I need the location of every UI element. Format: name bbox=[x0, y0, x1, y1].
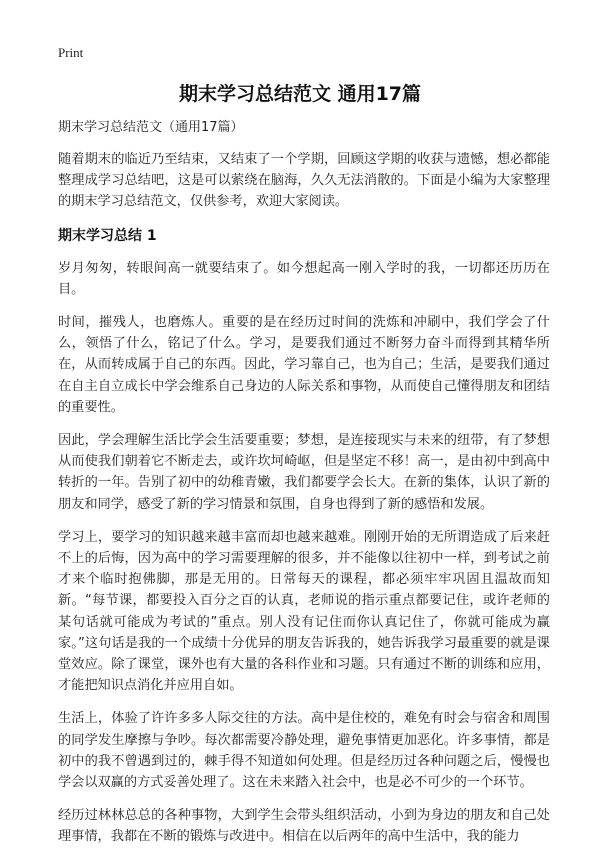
section-heading-1: 期末学习总结 1 bbox=[58, 227, 157, 244]
body-paragraph-1: 岁月匆匆，转眼间高一就要结束了。如今想起高一刚入学时的我，一切都还历历在目。 bbox=[58, 260, 550, 297]
print-link[interactable]: Print bbox=[58, 45, 84, 60]
document-title: 期末学习总结范文 通用17篇 bbox=[178, 83, 422, 105]
intro-paragraph: 随着期末的临近乃至结束，又结束了一个学期，回顾这学期的收获与遗憾，想必都能整理成学习总结吧，这是可以萦绕在脑海，久久无法消散的。下面是小编为大家整理的期末学习总结范文，仅供参考，欢迎大家阅读。 bbox=[58, 152, 550, 210]
body-paragraph-4: 学习上，要学习的知识越来越丰富而却也越来越难。刚刚开始的无所谓造成了后来赶不上的后悔，因为高中的学习需要理解的很多，并不能像以往初中一样，到考试之前才来个临时抱佛脚，那是无用的。日常每天的课程，都必须牢牢巩固且温故而知新。“每节课，都要投入百分之百的认真，老师说的指示重点都要记住，或许老师的某句话就可能成为考试的”重点。别人没有记住而你认真记住了，你就可能成为赢家。”这句话是我的一个成绩十分优异的朋友告诉我的，她告诉我学习最重要的就是课堂效应。除了课堂，课外也有大量的各科作业和习题。只有通过不断的训练和应用，才能把知识点消化并应用自如。 bbox=[58, 529, 550, 694]
body-paragraph-2: 时间，摧残人，也磨炼人。重要的是在经历过时间的洗炼和冲刷中，我们学会了什么，领悟了什么，铭记了什么。学习，是要我们通过不断努力奋斗而得到其精华所在，从而转成属于自己的东西。因此，学习靠自己，也为自己；生活，是要我们通过在自主自立成长中学会维系自己身边的人际关系和事物，从而使自己懂得朋友和团结的重要性。 bbox=[58, 315, 550, 415]
body-paragraph-3: 因此，学会理解生活比学会生活要重要；梦想，是连接现实与未来的纽带，有了梦想从而使我们朝着它不断走去，或许坎坷崎岖，但是坚定不移！高一，是由初中到高中转折的一年。告别了初中的幼稚青嫩，我们都要学会长大。在新的集体，认识了新的朋友和同学，感受了新的学习情景和氛围，自身也得到了新的感悟和发展。 bbox=[58, 433, 550, 512]
document-subtitle: 期末学习总结范文（通用17篇） bbox=[58, 120, 244, 135]
body-paragraph-6: 经历过林林总总的各种事物，大到学生会带头组织活动，小到为身边的朋友和自己处理事情，我都在不断的锻炼与改进中。相信在以后两年的高中生活中，我的能力 bbox=[58, 808, 550, 845]
document-body bbox=[58, 118, 550, 860]
body-paragraph-5: 生活上，体验了许许多多人际交往的方法。高中是住校的，难免有时会与宿舍和周围的同学发生摩擦与争吵。每次都需要冷静处理，避免事情更加恶化。许多事情，都是初中的我不曾遇到过的，棘手得不知道如何处理。但是经历过各种问题之后，慢慢也学会以双赢的方式妥善处理了。这在未来踏入社会中，也是必不可少的一个环节。 bbox=[58, 711, 550, 791]
